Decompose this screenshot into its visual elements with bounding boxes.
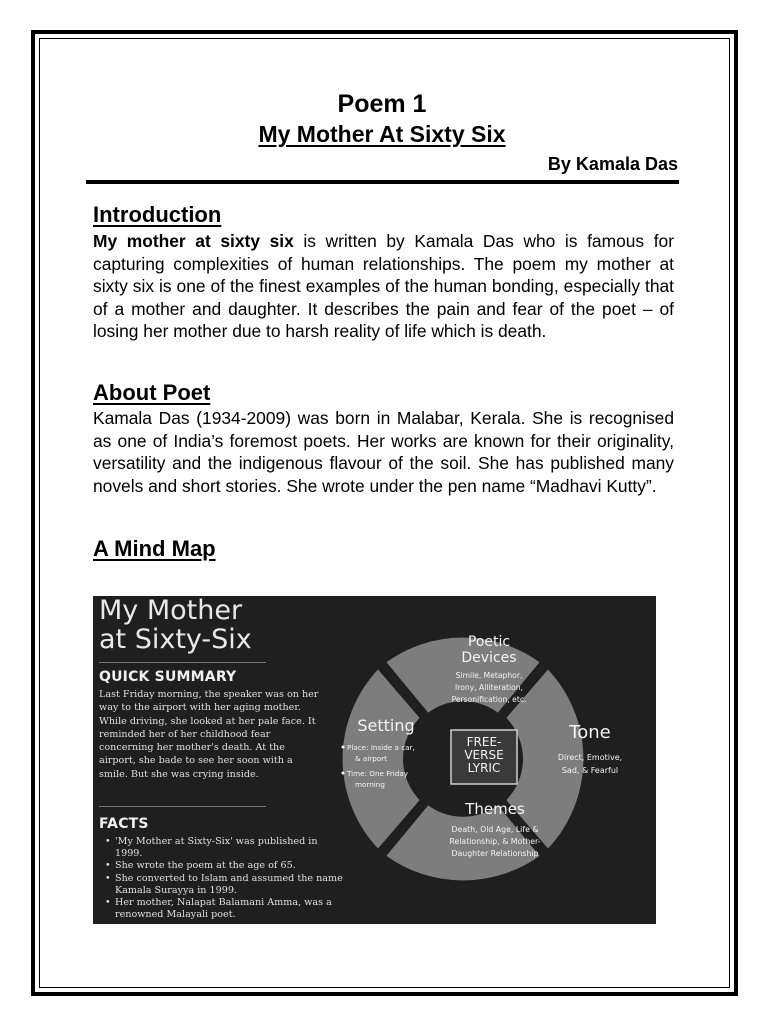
mind-map-image [93, 596, 656, 924]
poetic-devices-title-line2: Devices [461, 650, 517, 666]
poetic-devices-line1: Simile, Metaphor, [455, 671, 523, 680]
poetic-devices-title-line1: Poetic [467, 634, 511, 650]
facts-heading: FACTS [99, 816, 149, 832]
introduction-bold-lead: My mother at sixty six [93, 231, 294, 251]
setting-item2-line1: Time: One Friday [347, 769, 408, 778]
themes-line1: Death, Old Age, Life & [451, 825, 539, 834]
themes-line3: Daughter Relationship [451, 849, 539, 858]
mind-map-title-line2: at Sixty-Six [99, 624, 252, 655]
quick-summary-text: Last Friday morning, the speaker was on her way to the airport with her aging mother. While driving, she looked at her pale face. It reminded her of her childhood fear concerning her mother's death. At the airport, she bade to see her soon with a smile. But she was crying inside. [99, 689, 319, 780]
title-divider [86, 180, 679, 184]
setting-item1-line2: & airport [355, 754, 387, 763]
mind-map-diagram [93, 596, 656, 924]
poetic-devices-line2: Irony, Alliteration, [455, 683, 523, 692]
center-line1: FREE- [466, 735, 502, 749]
tone-title: Tone [569, 722, 611, 743]
poem-title: My Mother At Sixty Six [258, 121, 506, 147]
mind-map-title-line1: My Mother [99, 596, 243, 626]
poetic-devices-line3: Personification, etc. [451, 695, 527, 704]
fact-item: • She converted to Islam and assumed the name Kamala Surayya in 1999. [99, 873, 347, 897]
quick-summary-heading: QUICK SUMMARY [99, 669, 237, 685]
title-block [86, 88, 678, 174]
tone-line1: Direct, Emotive, [557, 753, 623, 762]
fact-item: • She wrote the poem at the age of 65. [99, 860, 347, 872]
center-line3: LYRIC [467, 761, 501, 775]
setting-title: Setting [357, 716, 415, 735]
setting-item1-line1: Place: Inside a car, [347, 743, 415, 752]
about-poet-text: Kamala Das (1934-2009) was born in Malabar, Kerala. She is recognised as one of India’s foremost poets. Her works are known for their originality, versatility and the indigenous flavour of the soil. She has published many novels and short stories. She wrote under the pen name “Madhavi Kutty”. [93, 408, 674, 496]
poem-author: By Kamala Das [547, 154, 678, 174]
fact-item: • Her mother, Nalapat Balamani Amma, was a renowned Malayali poet. [99, 897, 347, 921]
tone-line2: Sad, & Fearful [561, 766, 619, 775]
introduction-text [93, 230, 674, 343]
about-poet-heading: About Poet [93, 380, 211, 405]
setting-bullet [342, 772, 345, 775]
poem-number: Poem 1 [337, 90, 427, 118]
introduction-heading: Introduction [93, 202, 222, 227]
themes-line2: Relationship, & Mother- [449, 837, 541, 846]
setting-bullet [342, 746, 345, 749]
setting-item2-line2: morning [355, 780, 385, 789]
fact-item: • 'My Mother at Sixty-Six' was published in 1999. [99, 836, 347, 860]
center-line2: VERSE [464, 748, 504, 762]
introduction-body: is written by Kamala Das who is famous for capturing complexities of human relationships. The poem my mother at sixty six is one of the finest examples of the human bonding, especially that of a mother and daughter. It describes the pain and fear of the poet – of losing her mother due to harsh reality of life which is death. [93, 231, 675, 341]
themes-title: Themes [465, 800, 525, 818]
mind-map-heading: A Mind Map [93, 536, 216, 561]
